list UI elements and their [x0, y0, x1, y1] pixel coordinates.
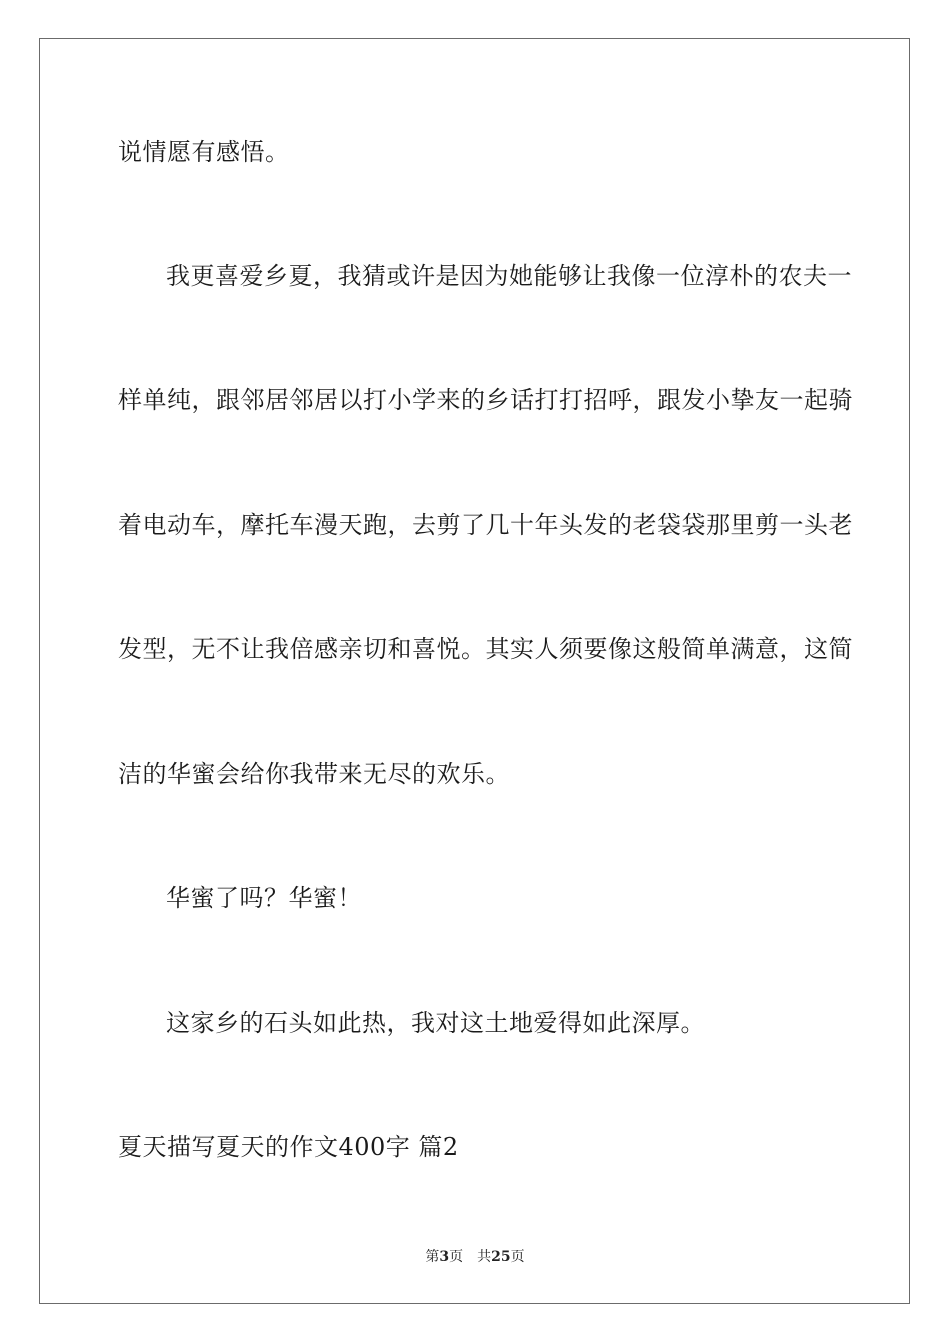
paragraph-line: 洁的华蜜会给你我带来无尽的欢乐。: [118, 760, 510, 788]
current-page-number: 3: [439, 1249, 450, 1265]
paragraph-line: 着电动车，摩托车漫天跑，去剪了几十年头发的老袋袋那里剪一头老: [118, 511, 853, 539]
paragraph-line: 样单纯，跟邻居邻居以打小学来的乡话打打招呼，跟发小挚友一起骑: [118, 386, 853, 414]
paragraph-line: 华蜜了吗？华蜜！: [166, 884, 362, 912]
page-border: [39, 38, 910, 1304]
total-prefix: 共: [477, 1249, 492, 1265]
paragraph-line: 发型，无不让我倍感亲切和喜悦。其实人须要像这般简单满意，这简: [118, 635, 853, 663]
paragraph-line: 我更喜爱乡夏，我猜或许是因为她能够让我像一位淳朴的农夫一: [166, 262, 852, 290]
page-footer: [0, 1248, 950, 1266]
total-unit: 页: [510, 1249, 525, 1265]
paragraph-line: 这家乡的石头如此热，我对这土地爱得如此深厚。: [166, 1009, 705, 1037]
total-page-count: 25: [491, 1249, 511, 1265]
section-heading: 夏天描写夏天的作文400字 篇2: [118, 1133, 459, 1161]
page-unit: 页: [449, 1249, 464, 1265]
paragraph-line: 说情愿有感悟。: [118, 138, 290, 166]
page-prefix: 第: [425, 1249, 440, 1265]
